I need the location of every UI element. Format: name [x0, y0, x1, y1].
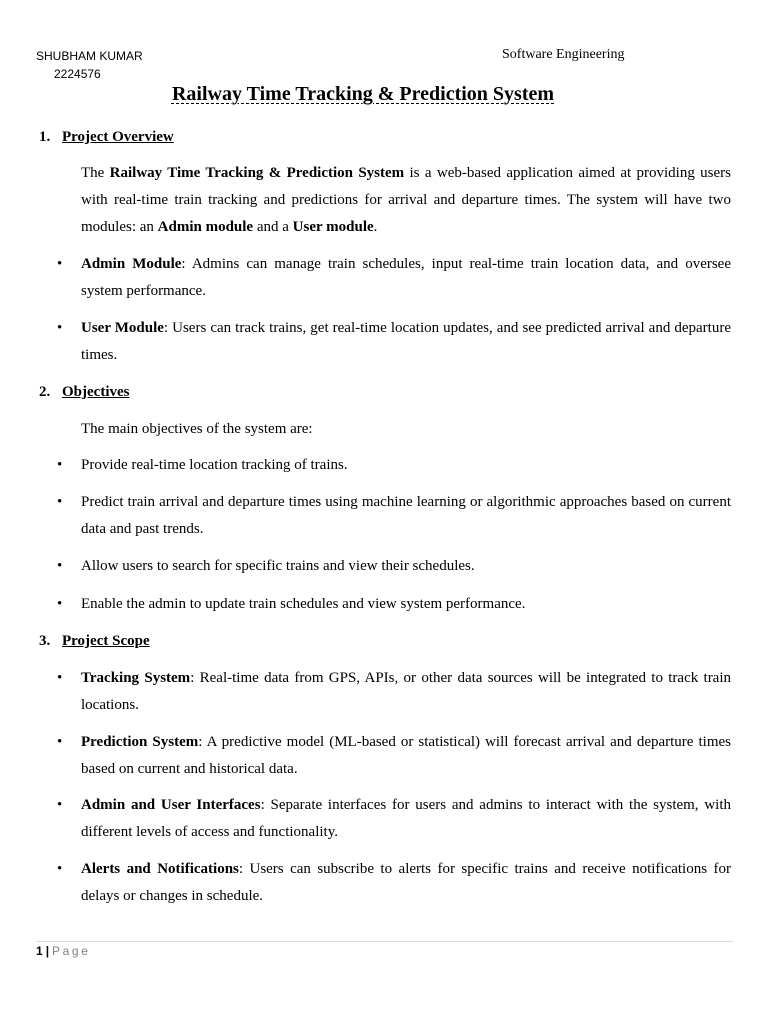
section-label: Objectives [62, 384, 130, 400]
section-number: 3. [39, 633, 51, 649]
bullet-icon: • [57, 494, 63, 510]
course-name: Software Engineering [502, 47, 625, 62]
list-item: • Prediction System: A predictive model (ML-based or statistical) will forecast arrival and departure times based on current and historical data. [81, 729, 731, 783]
page-footer [36, 943, 90, 959]
objectives-intro: The main objectives of the system are: [81, 421, 313, 437]
page-label: Page [52, 944, 91, 958]
section-heading-scope [39, 631, 150, 651]
user-module-bold: User module [292, 219, 374, 235]
section-heading-objectives [39, 382, 129, 402]
list-item: • Alerts and Notifications: Users can subscribe to alerts for specific trains and receive notifications for delays or changes in schedule. [81, 856, 731, 910]
bullet-icon: • [57, 734, 63, 750]
bullet-icon: • [57, 457, 63, 473]
bullet-icon: • [57, 797, 63, 813]
list-item: • Admin Module: Admins can manage train schedules, input real-time train location data, and oversee system performance. [81, 251, 731, 305]
footer-divider [36, 941, 733, 942]
section-number: 2. [39, 384, 51, 400]
list-item: • Allow users to search for specific trains and view their schedules. [81, 553, 731, 580]
footer-separator: | [45, 944, 50, 958]
document-title-text: Railway Time Tracking & Prediction System [171, 83, 555, 105]
system-name-bold: Railway Time Tracking & Prediction System [109, 165, 405, 181]
list-item: • Provide real-time location tracking of trains. [81, 452, 731, 479]
roll-number: 2224576 [54, 67, 101, 81]
section-label: Project Scope [62, 633, 150, 649]
bullet-icon: • [57, 861, 63, 877]
section-number: 1. [39, 129, 51, 145]
bullet-icon: • [57, 596, 63, 612]
page-number: 1 [36, 944, 43, 958]
bullet-icon: • [57, 558, 63, 574]
author-name: SHUBHAM KUMAR [36, 49, 143, 63]
overview-paragraph: The Railway Time Tracking & Prediction System is a web-based application aimed at providing users with real-time train tracking and predictions for arrival and departure times. The system will have two modules: an Admin module and a User module. [81, 165, 731, 235]
list-item: • Admin and User Interfaces: Separate interfaces for users and admins to interact with the system, with different levels of access and functionality. [81, 792, 731, 846]
list-item: • User Module: Users can track trains, get real-time location updates, and see predicted arrival and departure times. [81, 315, 731, 369]
admin-module-bold: Admin module [157, 219, 254, 235]
list-item: • Tracking System: Real-time data from GPS, APIs, or other data sources will be integrated to track train locations. [81, 665, 731, 719]
document-title [0, 82, 726, 106]
list-item: • Enable the admin to update train schedules and view system performance. [81, 591, 731, 618]
section-label: Project Overview [62, 129, 174, 145]
bullet-icon: • [57, 256, 63, 272]
list-item: • Predict train arrival and departure times using machine learning or algorithmic approaches based on current data and past trends. [81, 489, 731, 543]
bullet-icon: • [57, 320, 63, 336]
section-heading-overview [39, 127, 174, 147]
bullet-icon: • [57, 670, 63, 686]
header-author-block [36, 47, 143, 83]
